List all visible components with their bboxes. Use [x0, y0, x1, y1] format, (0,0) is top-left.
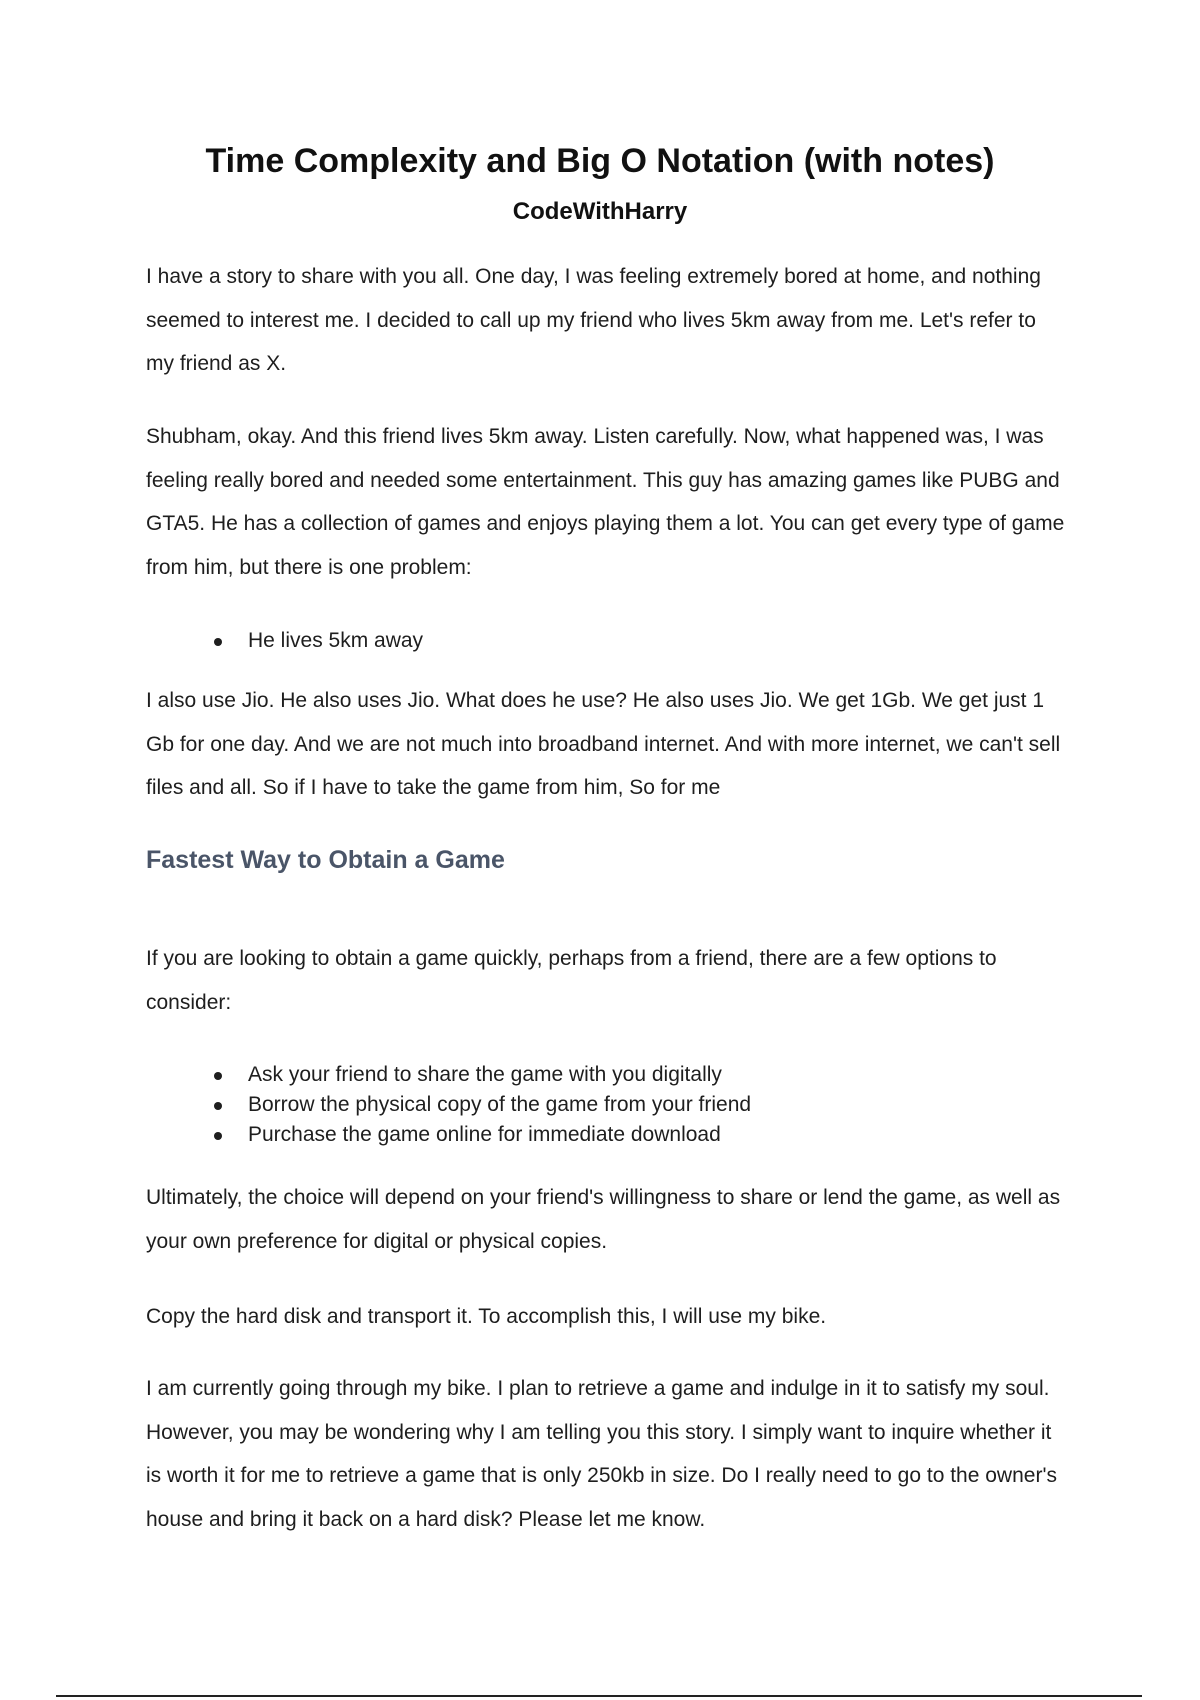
paragraph-story: Shubham, okay. And this friend lives 5km away. Listen carefully. Now, what happened was, I was feeling really bored and needed some entertainment. This guy has amazing games like PUBG and GTA5. He has a collection of games and enjoys playing them a lot. You can get every type of game from him, but there is one problem: — [146, 425, 1065, 579]
list-item-text: Borrow the physical copy of the game from your friend — [248, 1093, 752, 1116]
document-title: Time Complexity and Big O Notation (with notes) — [205, 142, 995, 180]
paragraph-bike: I am currently going through my bike. I plan to retrieve a game and indulge in it to satisfy my soul. However, you may be wondering why I am telling you this story. I simply want to inquire whether it is worth it for me to retrieve a game that is only 250kb in size. Do I really need to go to the owner's house and bring it back on a hard disk? Please let me know. — [146, 1377, 1057, 1531]
page-bottom-divider — [56, 1695, 1142, 1697]
list-item — [146, 1120, 1046, 1150]
bullet-icon — [214, 1132, 222, 1140]
bullet-list-problem — [146, 626, 1046, 656]
paragraph-copy-disk: Copy the hard disk and transport it. To accomplish this, I will use my bike. — [146, 1305, 827, 1328]
list-item-text: Ask your friend to share the game with you digitally — [248, 1063, 722, 1086]
bullet-icon — [214, 1102, 222, 1110]
section-heading: Fastest Way to Obtain a Game — [146, 846, 505, 874]
list-item-text: Purchase the game online for immediate download — [248, 1123, 721, 1146]
list-item-text: He lives 5km away — [248, 629, 424, 652]
list-item — [146, 1060, 1046, 1090]
bullet-icon — [214, 638, 222, 646]
document-author: CodeWithHarry — [512, 198, 688, 225]
list-item — [146, 1090, 1046, 1120]
bullet-list-options — [146, 1060, 1046, 1150]
paragraph-jio: I also use Jio. He also uses Jio. What does he use? He also uses Jio. We get 1Gb. We get just 1 Gb for one day. And we are not much into broadband internet. And with more internet, we can't sell files and all. So if I have to take the game from him, So for me — [146, 689, 1061, 799]
paragraph-conclusion: Ultimately, the choice will depend on your friend's willingness to share or lend the game, as well as your own preference for digital or physical copies. — [146, 1186, 1061, 1253]
list-item — [146, 626, 1046, 656]
paragraph-options-intro: If you are looking to obtain a game quickly, perhaps from a friend, there are a few options to consider: — [146, 947, 997, 1014]
bullet-icon — [214, 1072, 222, 1080]
paragraph-intro: I have a story to share with you all. One day, I was feeling extremely bored at home, and nothing seemed to interest me. I decided to call up my friend who lives 5km away from me. Let's refer to my friend as X. — [146, 265, 1041, 375]
